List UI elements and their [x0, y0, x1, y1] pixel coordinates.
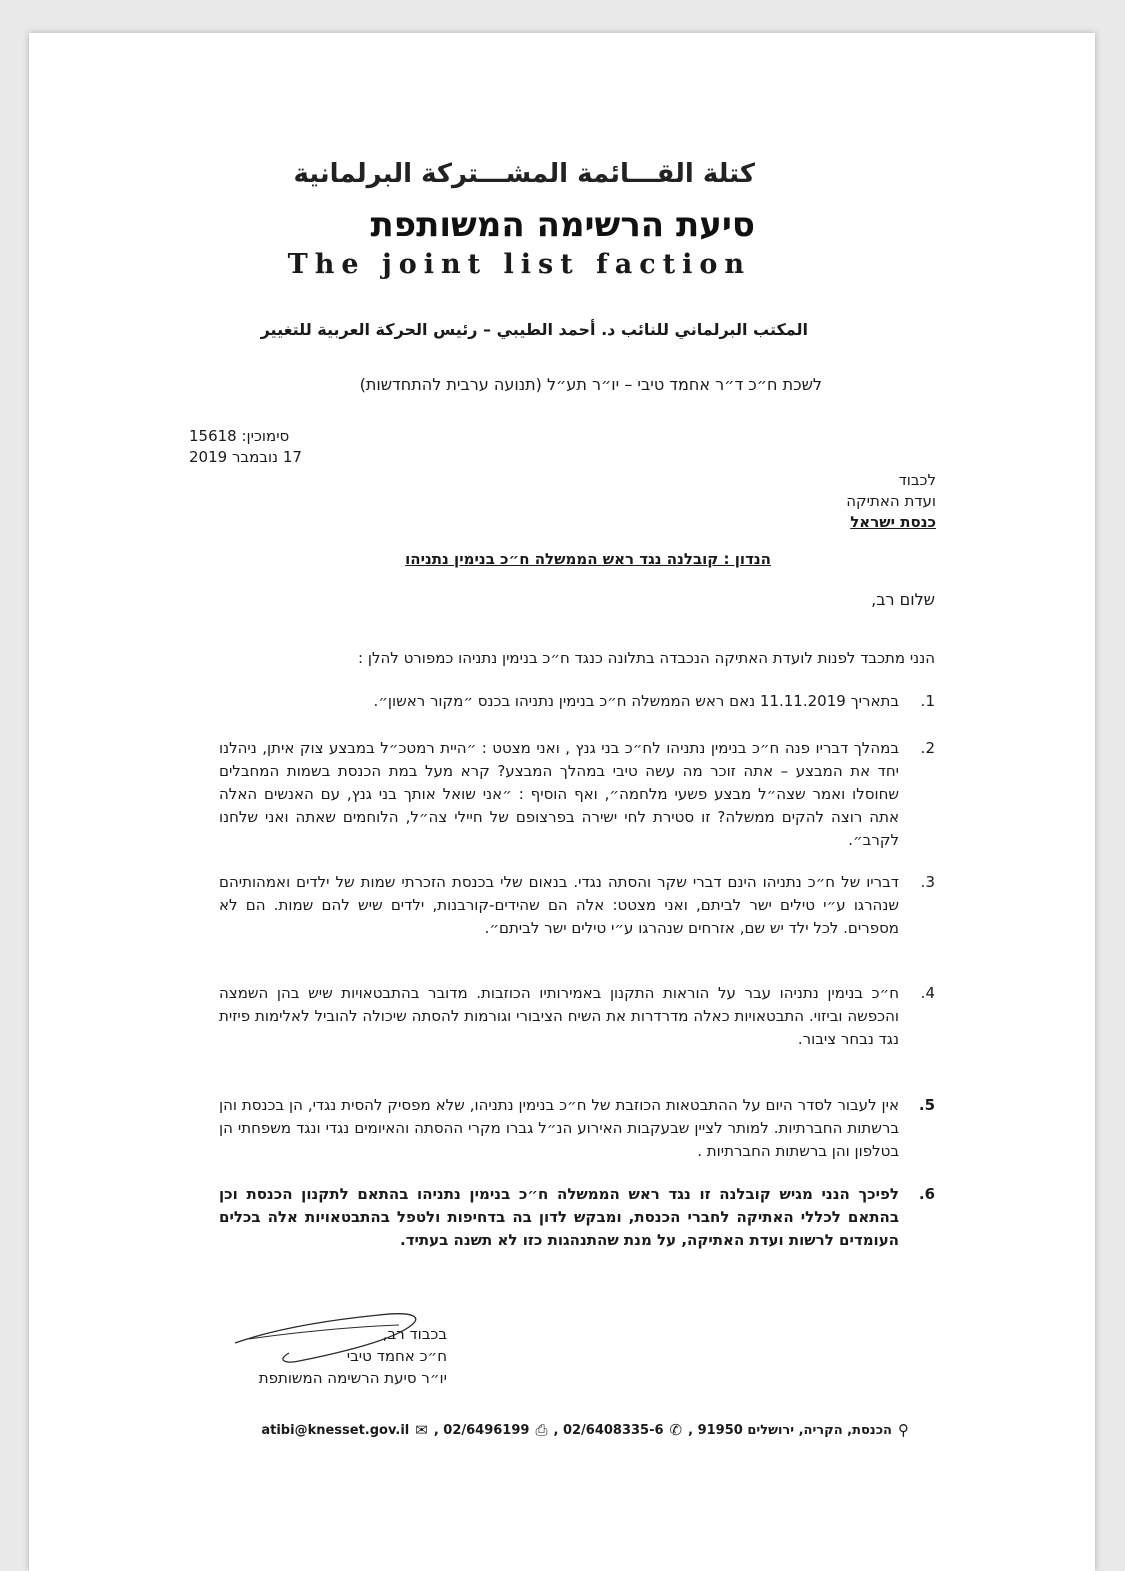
footer-contact — [219, 1421, 909, 1439]
addressee-line: כנסת ישראל — [850, 513, 936, 531]
list-item — [219, 982, 935, 1051]
greeting: שלום רב, — [871, 590, 935, 609]
list-item-number: 3. — [920, 873, 935, 891]
signer-title: יו״ר סיעת הרשימה המשותפת — [258, 1369, 447, 1387]
signer-name: ח״כ אחמד טיבי — [346, 1347, 447, 1365]
list-item-number: 6. — [918, 1185, 935, 1203]
location-pin-icon: ⚲ — [898, 1421, 909, 1439]
envelope-icon: ✉ — [415, 1421, 428, 1439]
letter-page — [29, 33, 1095, 1571]
addressee-line: ועדת האתיקה — [846, 492, 936, 510]
list-item-number: 5. — [918, 1096, 935, 1114]
letterhead-hebrew-name: סיעת הרשימה המשותפת — [370, 205, 755, 245]
phone-icon: ✆ — [669, 1421, 683, 1439]
reference-block — [189, 426, 302, 468]
footer-email[interactable]: atibi@knesset.gov.il — [261, 1422, 410, 1438]
list-item — [219, 737, 935, 852]
addressee-line: לכבוד — [898, 471, 936, 489]
list-item — [219, 871, 935, 940]
list-item-text: אין לעבור לסדר היום על ההתבטאות הכוזבת של ח״כ בנימין נתניהו, שלא מפסיק להסית נגדי, הן בכנסת והן ברשתות החברתיות. למותר לציין שבעקבות האירוע הנ״ל גברו מקרי ההסתה והאיומים נגדי ונגד משפחתי הן בטלפון והן ברשתות החברתיות . — [219, 1096, 899, 1160]
intro-paragraph: הנני מתכבד לפנות לועדת האתיקה הנכבדה בתלונה כנגד ח״כ בנימין נתניהו כמפורט להלן : — [358, 649, 935, 667]
subject-line: הנדון : קובלנה נגד ראש הממשלה ח״כ בנימין נתניהו — [405, 550, 771, 568]
list-item-text: ח״כ בנימין נתניהו עבר על הוראות התקנון באמירותיו הכוזבות. מדובר בהתבטאויות שיש בהן השמצה והכפשה וביזוי. התבטאויות כאלה מדרדרות את השיח הציבורי וגורמות להסתה שיכולה להוביל לאלימות פיזית נגד נבחר ציבור. — [219, 984, 899, 1048]
list-item — [219, 690, 935, 713]
reference-number: סימוכין: 15618 — [189, 427, 290, 445]
letterhead-english-name: The joint list faction — [287, 249, 751, 280]
list-item-text: דבריו של ח״כ נתניהו הינם דברי שקר והסתה נגדי. בנאום שלי בכנסת הזכרתי שמות של ילדים ואמהותיהם שנהרגו ע״י טילים ישר לביתם, ואני מצטט: אלה הם שהידים-קורבנות, ילדים שיש להם שמות. הם לא מספרים. לכל ילד יש שם, אזרחים שנהרגו ע״י טילים ישר לביתם״. — [219, 873, 899, 937]
footer-fax: 02/6496199 , — [433, 1422, 530, 1438]
list-item — [219, 1094, 935, 1163]
office-hebrew-line: לשכת ח״כ ד״ר אחמד טיבי – יו״ר תע״ל (תנועה ערבית להתחדשות) — [359, 375, 822, 394]
fax-icon: ⎙ — [535, 1421, 548, 1439]
letterhead-arabic-name: كتلة القـــائمة المشـــتركة البرلمانية — [293, 159, 755, 189]
list-item-number: 2. — [920, 739, 935, 757]
addressee-block — [846, 470, 936, 533]
closing-line: בכבוד רב, — [382, 1325, 447, 1343]
list-item-number: 4. — [920, 984, 935, 1002]
list-item-text: בתאריך 11.11.2019 נאם ראש הממשלה ח״כ בנימין נתניהו בכנס ״מקור ראשון״. — [373, 692, 899, 710]
footer-address: הכנסת, הקריה, ירושלים 91950 , — [688, 1422, 892, 1438]
list-item — [219, 1183, 935, 1252]
footer-phone: 02/6408335-6 , — [553, 1422, 664, 1438]
list-item-text: במהלך דבריו פנה ח״כ בנימין נתניהו לח״כ בני גנץ , ואני מצטט : ״היית רמטכ״ל במבצע צוק איתן, ניהלנו יחד את המבצע – אתה זוכר מה עשה טיבי במהלך המבצע? קרא מעל במת הכנסת בשמות המחבלים שחוסלו ואמר שצה״ל מבצע פשעי מלחמה״, ואף הוסיף : ״אני שואל אותך בני גנץ, עם האנשים האלה אתה רוצה להקים ממשלה? זו סטירת לחי ישירה בפרצופם של חיילי צה״ל, הלוחמים שאתה ואני שלחנו לקרב״. — [219, 739, 899, 849]
office-arabic-line: المكتب البرلماني للنائب د. أحمد الطيبي – رئيس الحركة العربية للتغيير — [260, 320, 808, 339]
closing-block — [259, 1323, 447, 1389]
list-item-number: 1. — [920, 692, 935, 710]
letter-date: 17 נובמבר 2019 — [189, 448, 302, 466]
list-item-text: לפיכך הנני מגיש קובלנה זו נגד ראש הממשלה ח״כ בנימין נתניהו בהתאם לתקנון הכנסת וכן בהתאם לכללי האתיקה לחברי הכנסת, ומבקש לדון בה בדחיפות ולטפל בהתבטאויות אלה בכלים העומדים לרשות ועדת האתיקה, על מנת שהתנהגות כזו לא תשנה בעתיד. — [219, 1185, 899, 1249]
